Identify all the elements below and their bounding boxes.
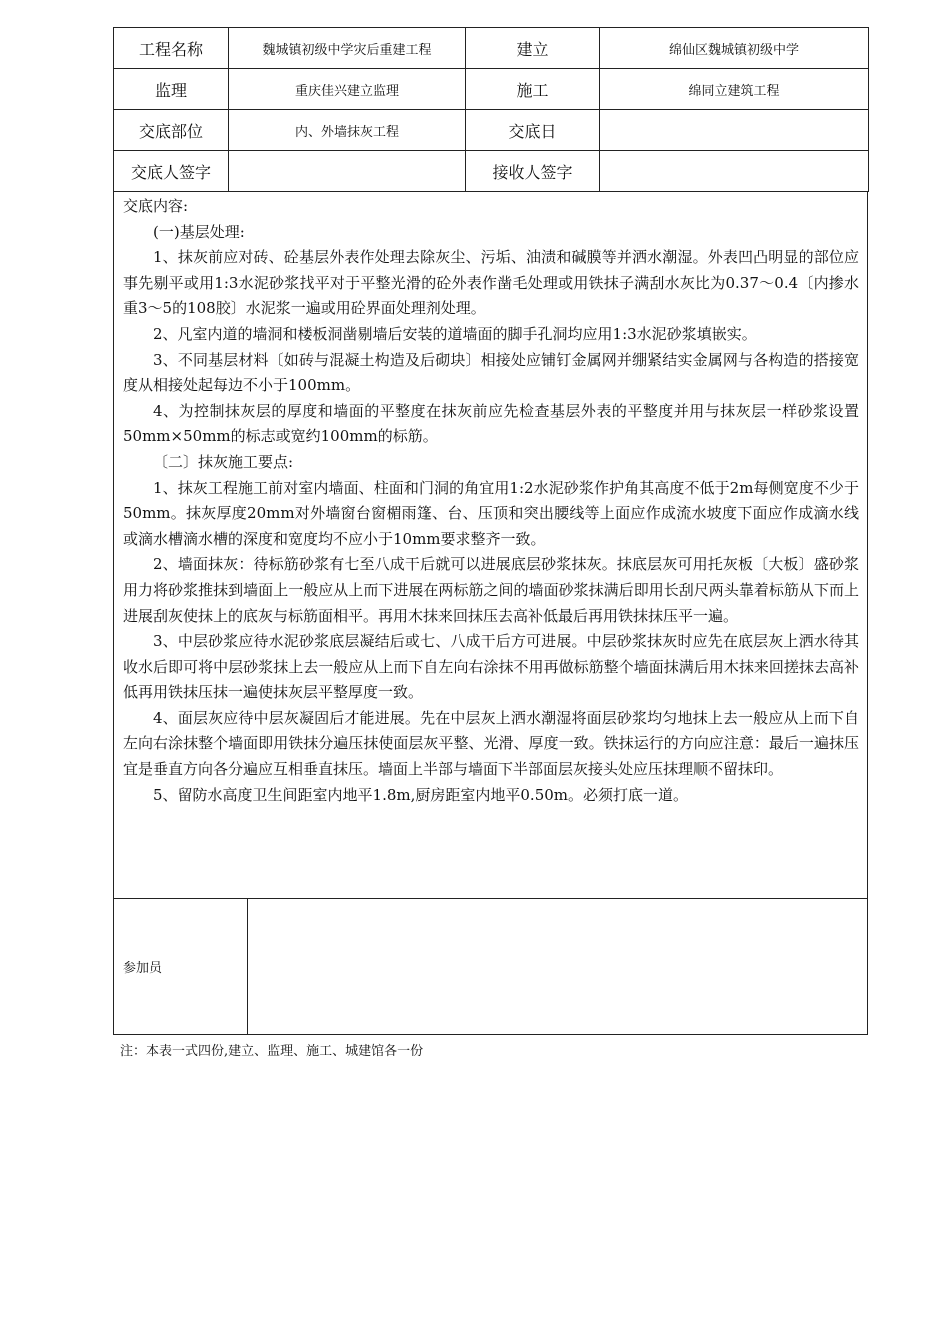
content-paragraph: 1、抹灰工程施工前对室内墙面、柱面和门洞的角宜用1:2水泥砂浆作护角其高度不低于2m每侧宽度不少于50mm。抹灰厚度20mm对外墙窗台窗楣雨篷、台、压顶和突出腰线等上面应作成流水坡度下面应作成滴水线或滴水槽滴水槽的深度和宽度均不应小于10mm要求整齐一致。 bbox=[123, 478, 859, 548]
table-row bbox=[114, 110, 869, 151]
disclosure-content bbox=[113, 192, 868, 899]
table-row bbox=[114, 69, 869, 110]
owner-value: 绵仙区魏城镇初级中学 bbox=[600, 28, 869, 69]
construction-value: 绵同立建筑工程 bbox=[600, 69, 869, 110]
date-label: 交底日 bbox=[466, 110, 600, 151]
participants-row bbox=[113, 899, 868, 1035]
receiver-signature-value bbox=[600, 151, 869, 192]
part-value: 内、外墙抹灰工程 bbox=[229, 110, 466, 151]
content-paragraph: 4、为控制抹灰层的厚度和墙面的平整度在抹灰前应先检查基层外表的平整度并用与抹灰层一样砂浆设置50mm×50mm的标志或宽约100mm的标筋。 bbox=[123, 401, 859, 446]
disclosure-form bbox=[113, 27, 868, 1035]
discloser-signature-value bbox=[229, 151, 466, 192]
table-row bbox=[114, 28, 869, 69]
content-paragraph: 3、不同基层材料〔如砖与混凝土构造及后砌块〕相接处应铺钉金属网并绷紧结实金属网与各构造的搭接宽度从相接处起每边不小于100mm。 bbox=[123, 350, 859, 395]
content-paragraph: 〔二〕抹灰施工要点: bbox=[153, 452, 294, 471]
supervision-label: 监理 bbox=[114, 69, 229, 110]
participants-label: 参加员 bbox=[114, 899, 248, 1034]
content-paragraph: 5、留防水高度卫生间距室内地平1.8m,厨房距室内地平0.50m。必须打底一道。 bbox=[153, 785, 689, 804]
discloser-signature-label: 交底人签字 bbox=[114, 151, 229, 192]
participants-value bbox=[248, 899, 867, 1034]
project-name-label: 工程名称 bbox=[114, 28, 229, 69]
content-paragraph: (一)基层处理: bbox=[153, 222, 245, 241]
owner-label: 建立 bbox=[466, 28, 600, 69]
part-label: 交底部位 bbox=[114, 110, 229, 151]
content-paragraph: 2、凡室内道的墙洞和楼板洞凿剔墙后安装的道墙面的脚手孔洞均应用1:3水泥砂浆填嵌实。 bbox=[153, 324, 757, 343]
project-name-value: 魏城镇初级中学灾后重建工程 bbox=[229, 28, 466, 69]
content-heading: 交底内容: bbox=[123, 197, 189, 215]
content-paragraph: 1、抹灰前应对砖、砼基层外表作处理去除灰尘、污垢、油渍和碱膜等并洒水潮湿。外表凹凸明显的部位应事先剔平或用1:3水泥砂浆找平对于平整光滑的砼外表作凿毛处理或用铁抹子满刮水灰比为0.37～0.4〔内掺水重3～5的108胶〕水泥浆一遍或用砼界面处理剂处理。 bbox=[123, 248, 859, 318]
content-paragraph: 4、面层灰应待中层灰凝固后才能进展。先在中层灰上洒水潮湿将面层砂浆均匀地抹上去一般应从上而下自左向右涂抹整个墙面即用铁抹分遍压抹使面层灰平整、光滑、厚度一致。铁抹运行的方向应注意：最后一遍抹压宜是垂直方向各分遍应互相垂直抹压。墙面上半部与墙面下半部面层灰接头处应压抹理顺不留抹印。 bbox=[123, 708, 859, 779]
content-paragraph: 2、墙面抹灰：待标筋砂浆有七至八成干后就可以进展底层砂浆抹灰。抹底层灰可用托灰板〔大板〕盛砂浆用力将砂浆推抹到墙面上一般应从上而下进展在两标筋之间的墙面砂浆抹满后即用长刮尺两头靠着标筋从下而上进展刮灰使抹上的底灰与标筋面相平。再用木抹来回抹压去高补低最后再用铁抹抹压平一遍。 bbox=[123, 555, 859, 625]
footer-note: 注：本表一式四份,建立、监理、施工、城建馆各一份 bbox=[120, 1044, 424, 1059]
supervision-value: 重庆佳兴建立监理 bbox=[229, 69, 466, 110]
construction-label: 施工 bbox=[466, 69, 600, 110]
date-value bbox=[600, 110, 869, 151]
receiver-signature-label: 接收人签字 bbox=[466, 151, 600, 192]
table-row bbox=[114, 151, 869, 192]
header-table bbox=[113, 27, 869, 192]
content-paragraph: 3、中层砂浆应待水泥砂浆底层凝结后或七、八成干后方可进展。中层砂浆抹灰时应先在底层灰上洒水待其收水后即可将中层砂浆抹上去一般应从上而下自左向右涂抹不用再做标筋整个墙面抹满后用木抹来回搓抹去高补低再用铁抹压抹一遍使抹灰层平整厚度一致。 bbox=[123, 632, 859, 702]
